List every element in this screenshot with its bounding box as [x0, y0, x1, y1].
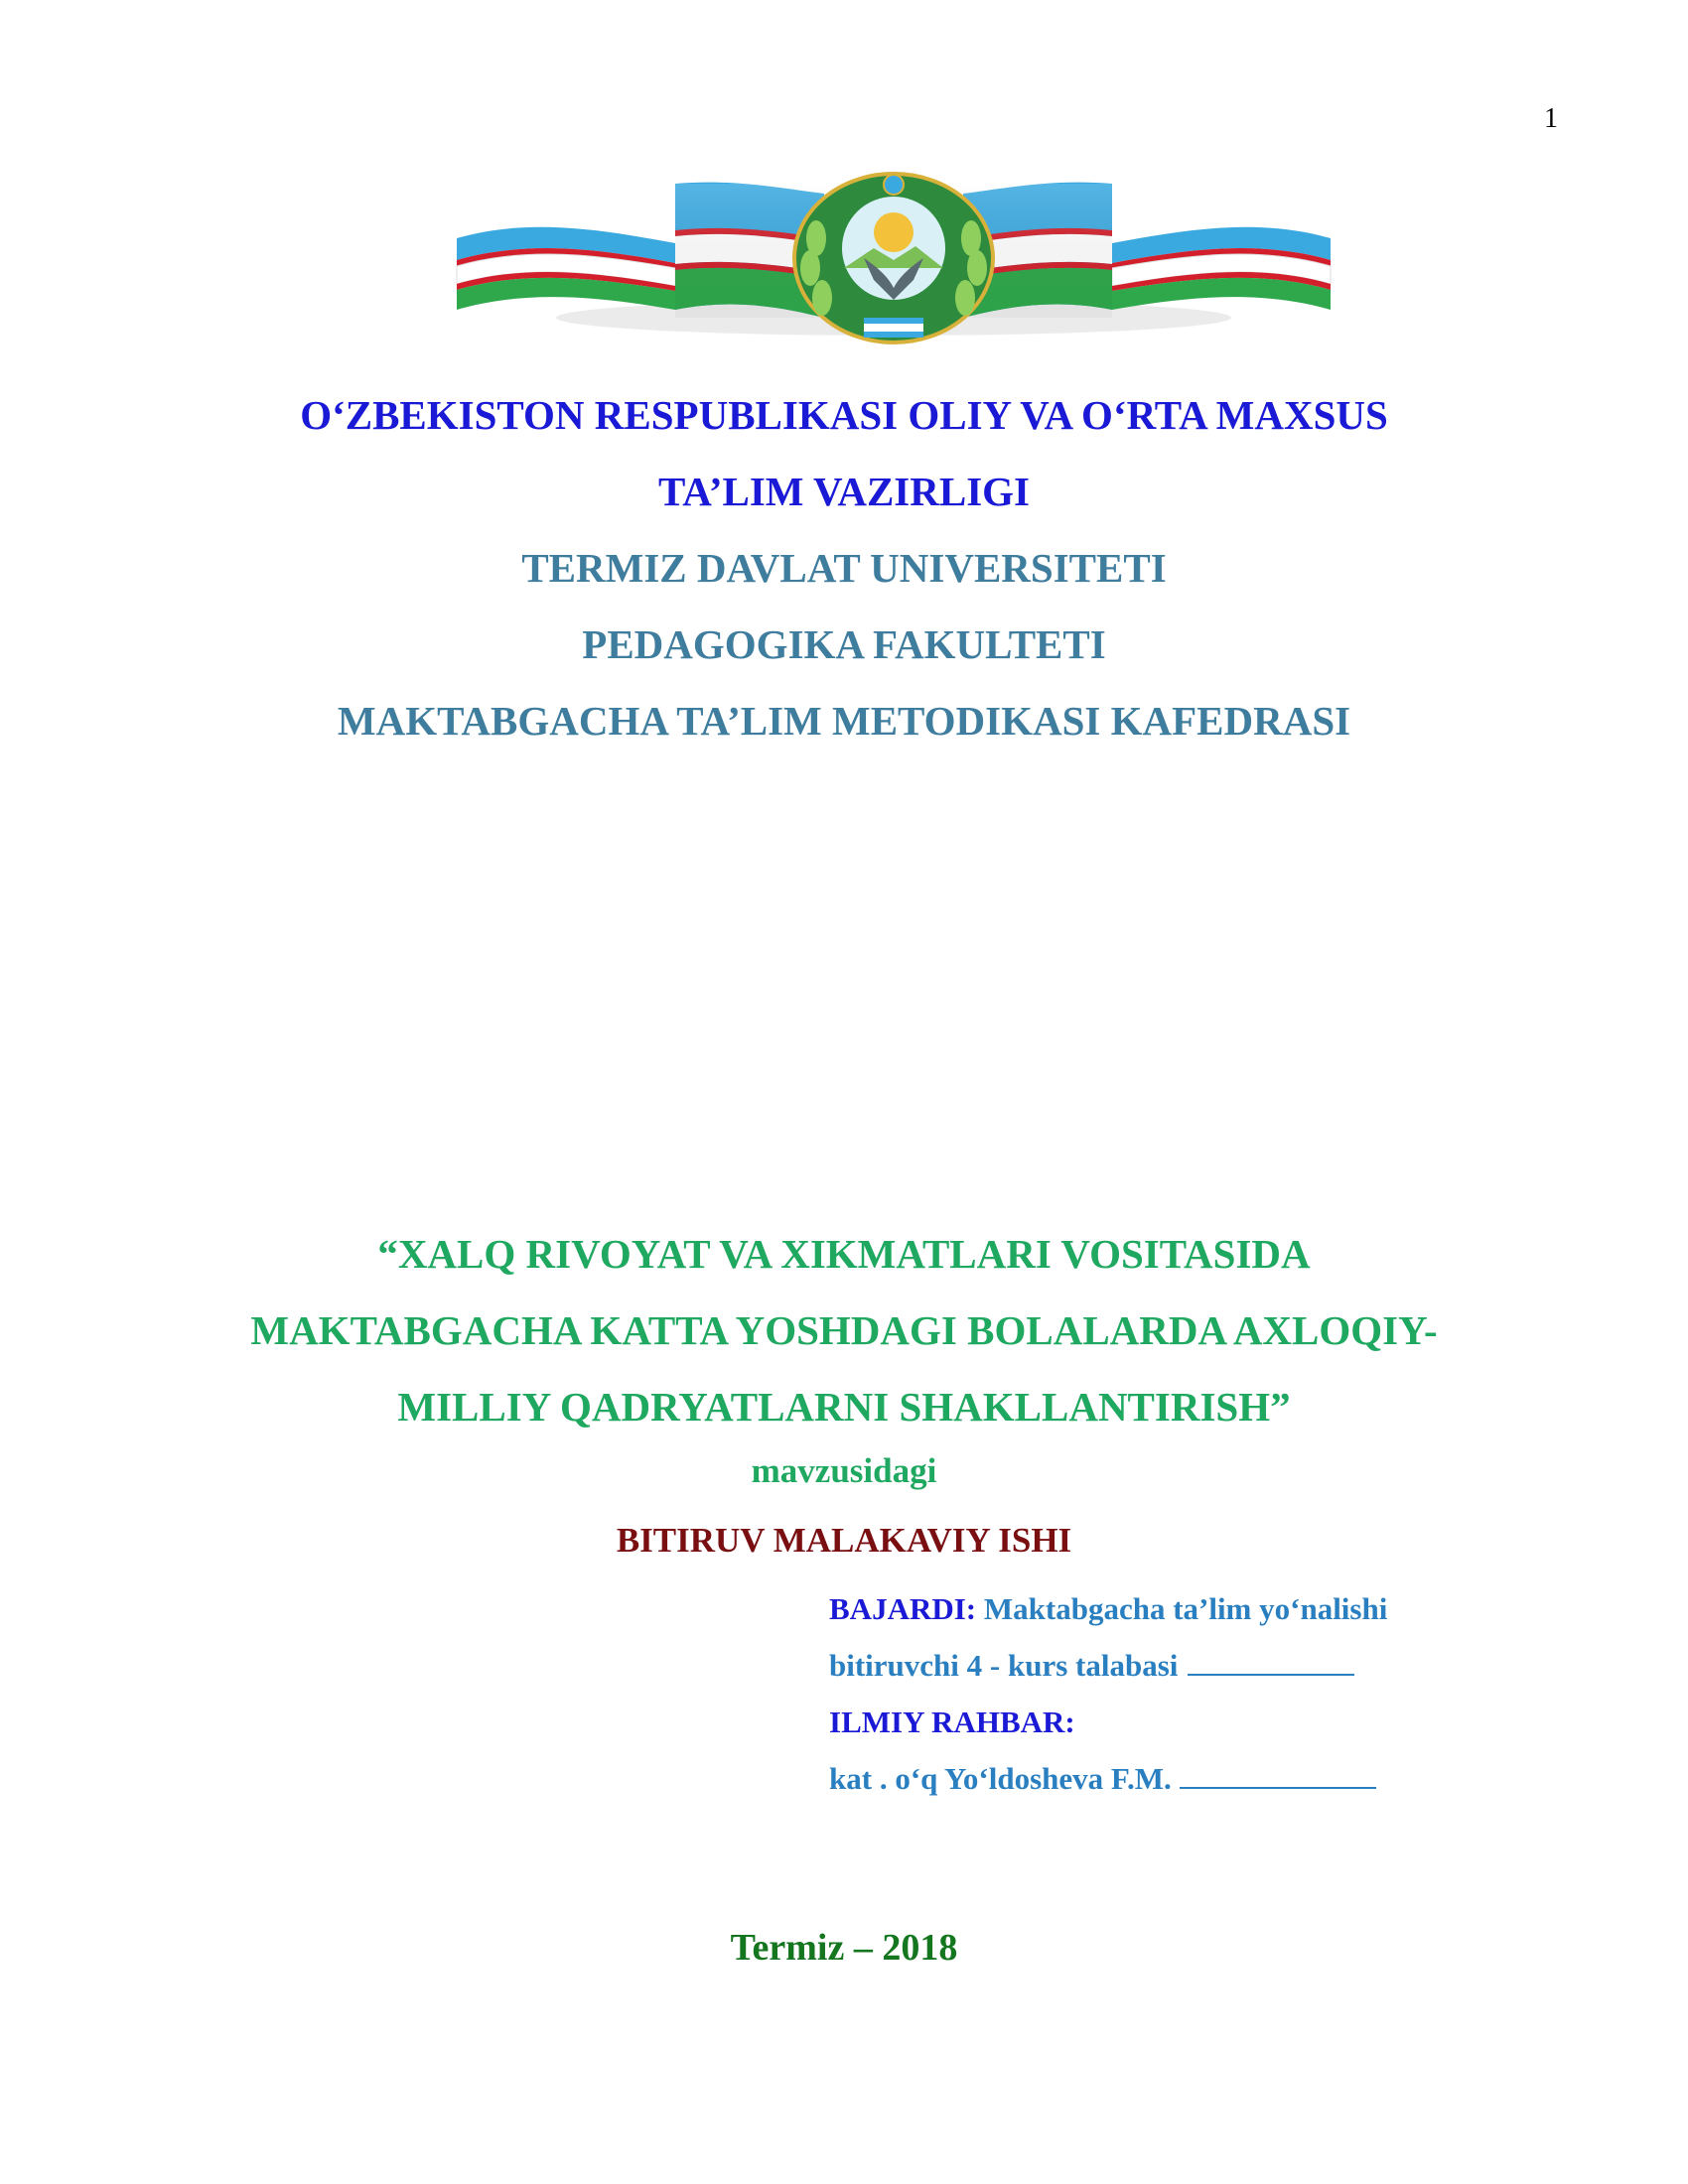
student-row — [829, 1637, 1387, 1694]
student-line: bitiruvchi 4 - kurs talabasi — [829, 1648, 1179, 1683]
department-name: MAKTABGACHA TA’LIM METODIKASI KAFEDRASI — [337, 698, 1351, 744]
thesis-topic — [0, 1216, 1688, 1445]
advisor-signature-line — [1180, 1763, 1376, 1789]
topic-suffix: mavzusidagi — [751, 1451, 937, 1490]
ministry-name-line1: O‘ZBEKISTON RESPUBLIKASI OLIY VA O‘RTA MAXSUS — [300, 392, 1388, 438]
thesis-topic-line3: MILLIY QADRYATLARNI SHAKLLANTIRISH” — [397, 1384, 1291, 1430]
advisor-row — [829, 1750, 1387, 1807]
student-signature-line — [1188, 1650, 1354, 1676]
work-type: BITIRUV MALAKAVIY ISHI — [616, 1521, 1072, 1560]
ministry-name-line2: TA’LIM VAZIRLIGI — [657, 469, 1031, 514]
thesis-topic-line2: MAKTABGACHA KATTA YOSHDAGI BOLALARDA AXLOQIY- — [250, 1307, 1438, 1353]
author-info-block — [829, 1580, 1387, 1807]
advisor-label: ILMIY RAHBAR: — [829, 1705, 1075, 1739]
done-by-label: BAJARDI: — [829, 1591, 977, 1626]
institution-header — [0, 377, 1688, 759]
thesis-topic-line1: “XALQ RIVOYAT VA XIKMATLARI VOSITASIDA — [377, 1231, 1311, 1277]
faculty-name: PEDAGOGIKA FAKULTETI — [582, 621, 1106, 667]
uzbekistan-state-emblem-icon — [447, 169, 1340, 347]
done-by-row — [829, 1580, 1387, 1637]
advisor-value: kat . o‘q Yo‘ldosheva F.M. — [829, 1761, 1172, 1796]
city-year: Termiz – 2018 — [730, 1927, 958, 1969]
advisor-label-row — [829, 1694, 1387, 1750]
done-by-value: Maktabgacha ta’lim yo‘nalishi — [983, 1591, 1388, 1626]
page-number: 1 — [1544, 103, 1558, 134]
university-name: TERMIZ DAVLAT UNIVERSITETI — [521, 545, 1167, 591]
